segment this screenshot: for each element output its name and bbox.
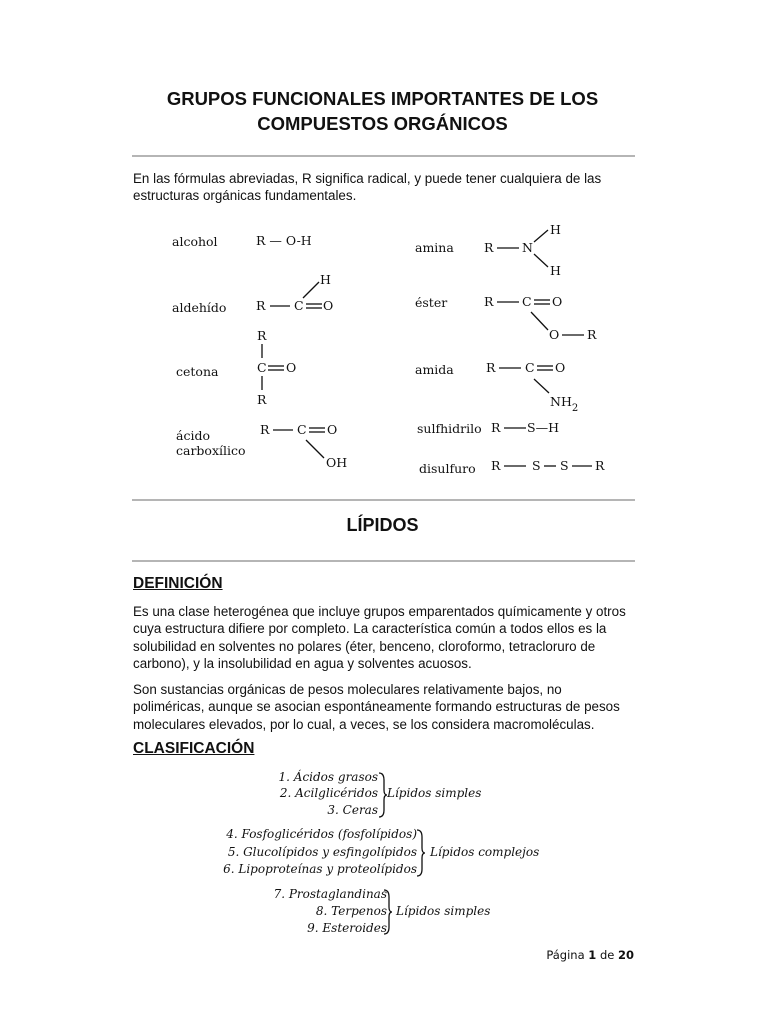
- aldehido-r: R: [256, 298, 266, 313]
- acido-oh: OH: [326, 455, 348, 470]
- aldehido-c: C: [294, 298, 304, 313]
- aldehido-h-bond: [303, 282, 319, 298]
- acido-c: C: [297, 422, 307, 437]
- ester-o: O: [552, 294, 563, 309]
- classification-item: 4. Fosfoglicéridos (fosfolípidos): [226, 827, 417, 841]
- ester-r2: R: [587, 327, 597, 342]
- classification-item: 9. Esteroides: [307, 921, 387, 935]
- label-aldehido: aldehído: [172, 300, 227, 315]
- label-amina: amina: [415, 240, 454, 255]
- sulfhidrilo-sh: S—H: [527, 420, 559, 435]
- amida-c: C: [525, 360, 535, 375]
- disulfuro-s1: S: [532, 458, 541, 473]
- classification-item: 3. Ceras: [327, 803, 378, 817]
- label-acido-2: carboxílico: [176, 443, 246, 458]
- label-acido-1: ácido: [176, 428, 210, 443]
- classification-item: 6. Lipoproteínas y proteolípidos: [223, 862, 417, 876]
- classification-label: Lípidos simples: [387, 786, 482, 800]
- brace-icon: [416, 829, 426, 877]
- current-page: 1: [588, 948, 597, 962]
- amina-h-top-bond: [534, 230, 548, 242]
- cetona-c: C: [257, 360, 267, 375]
- intro-paragraph: En las fórmulas abreviadas, R significa radical, y puede tener cualquiera de las estructuras orgánicas fundamentales.: [133, 171, 602, 204]
- classification-item: 5. Glucolípidos y esfingolípidos: [227, 845, 417, 859]
- label-cetona: cetona: [176, 364, 219, 379]
- page-separator: de: [599, 948, 615, 962]
- disulfuro-r: R: [491, 458, 501, 473]
- amina-r: R: [484, 240, 494, 255]
- amina-h-top: H: [550, 222, 561, 237]
- page-number: [520, 948, 634, 962]
- formula-alcohol: R — O-H: [256, 233, 312, 248]
- definicion-paragraph-2: Son sustancias orgánicas de pesos moleculares relativamente bajos, no poliméricas, aunque se asocian espontáneamente formando estructuras de pesos moleculares elevados, por lo cual, a veces, se los considera macromoléculas.: [133, 682, 620, 732]
- label-sulfhidrilo: sulfhidrilo: [417, 421, 482, 436]
- ester-r: R: [484, 294, 494, 309]
- title-line-2: COMPUESTOS ORGÁNICOS: [257, 113, 508, 134]
- classification-item: 1. Ácidos grasos: [278, 770, 378, 784]
- amina-h-bottom: H: [550, 263, 561, 278]
- classification-group-1: [230, 770, 380, 820]
- brace-icon: [383, 889, 393, 935]
- amida-r: R: [486, 360, 496, 375]
- label-alcohol: alcohol: [172, 234, 218, 249]
- amina-n: N: [522, 240, 533, 255]
- classification-label: Lípidos simples: [396, 904, 491, 918]
- classification-item: 8. Terpenos: [315, 904, 387, 918]
- amida-o: O: [555, 360, 566, 375]
- classification-group-3: [230, 887, 389, 937]
- ester-c: C: [522, 294, 532, 309]
- classification-item: 7. Prostaglandinas: [273, 887, 387, 901]
- page-prefix: Página: [546, 948, 585, 962]
- acido-r: R: [260, 422, 270, 437]
- total-pages: 20: [617, 948, 634, 962]
- ester-o2-bond: [531, 312, 548, 330]
- label-disulfuro: disulfuro: [419, 461, 476, 476]
- amida-nh-bond: [534, 379, 549, 393]
- disulfuro-r2: R: [595, 458, 605, 473]
- label-ester: éster: [415, 295, 448, 310]
- label-amida: amida: [415, 362, 454, 377]
- lipidos-title: LÍPIDOS: [346, 515, 419, 535]
- definicion-paragraph-1: Es una clase heterogénea que incluye grupos emparentados químicamente y otros cuya estructura difiere por completo. La característica común a todos ellos es la solubilidad en solventes no polares (éter, benceno, cloroformo, tetracloruro de carbono), y la insolubilidad en agua y solventes acuosos.: [133, 604, 626, 671]
- clasificacion-heading: CLASIFICACIÓN: [133, 740, 255, 757]
- divider: [132, 499, 635, 501]
- cetona-r-top: R: [257, 328, 267, 343]
- amina-h-bottom-bond: [534, 254, 548, 267]
- divider: [132, 155, 635, 157]
- aldehido-h: H: [320, 272, 331, 287]
- classification-label: Lípidos complejos: [430, 845, 540, 859]
- divider: [132, 560, 635, 562]
- classification-group-2: [200, 827, 419, 879]
- disulfuro-s2: S: [560, 458, 569, 473]
- cetona-r-bottom: R: [257, 392, 267, 407]
- functional-groups-figure: [160, 218, 640, 493]
- acido-oh-bond: [306, 440, 324, 458]
- definicion-heading: DEFINICIÓN: [133, 575, 223, 592]
- title-line-1: GRUPOS FUNCIONALES IMPORTANTES DE LOS: [166, 88, 599, 109]
- page-title: [130, 86, 635, 136]
- amida-nh: $NH_2$: [550, 394, 579, 414]
- cetona-o: O: [286, 360, 297, 375]
- aldehido-o: O: [323, 298, 334, 313]
- ester-o2: O: [549, 327, 560, 342]
- acido-o: O: [327, 422, 338, 437]
- sulfhidrilo-r: R: [491, 420, 501, 435]
- classification-item: 2. Acilglicéridos: [279, 786, 378, 800]
